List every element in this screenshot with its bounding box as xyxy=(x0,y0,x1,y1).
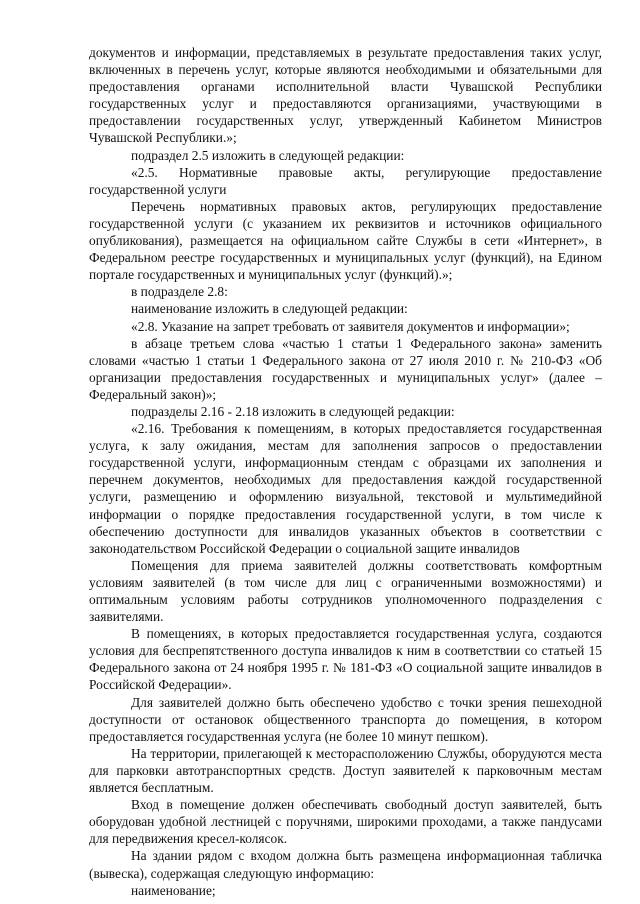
paragraph-info-plate: На здании рядом с входом должна быть размещена информационная табличка (вывеска), содержащая следующую информацию: xyxy=(89,848,602,881)
paragraph-name-item: наименование; xyxy=(131,882,216,898)
paragraph-title-edit: наименование изложить в следующей редакции: xyxy=(131,301,408,317)
paragraph-heading-2-5: «2.5. Нормативные правовые акты, регулирующие предоставление государственной услуги xyxy=(89,164,602,197)
paragraph-continuation: документов и информации, представляемых в результате предоставления таких услуг, включенных в перечень услуг, которые являются необходимыми и обязательными для предоставления органами исполнительной власти Чувашской Республики государственных услуг и предоставляются организациями, участвующими в предоставлении государственных услуг, утвержденный Кабинетом Министров Чувашской Республики.»; xyxy=(89,45,602,146)
paragraph-disabled-access: В помещениях, в которых предоставляется государственная услуга, создаются условия для беспрепятственного доступа инвалидов к ним в соответствии со статьей 15 Федерального закона от 24 ноября 1995 г. № 181-ФЗ «О социальной защите инвалидов в Российской Федерации». xyxy=(89,626,602,693)
paragraph-subsections-2-16-2-18: подразделы 2.16 - 2.18 изложить в следующей редакции: xyxy=(131,403,455,419)
paragraph-entrance: Вход в помещение должен обеспечивать свободный доступ заявителей, быть оборудован удобной лестницей с поручнями, широкими проходами, а также пандусами для передвижения кресел-колясок. xyxy=(89,797,602,847)
paragraph-parking: На территории, прилегающей к месторасположению Службы, оборудуются места для парковки автотранспортных средств. Доступ заявителей к парковочным местам является бесплатным. xyxy=(89,745,602,796)
paragraph-amend-2-5: подраздел 2.5 изложить в следующей редакции: xyxy=(131,147,405,163)
paragraph-third-abzac: в абзаце третьем слова «частью 1 статьи 1 Федерального закона» заменить словами «частью 1 статьи 1 Федерального закона от 27 июля 2010 г. № 210-ФЗ «Об организации предоставления государственных и муниципальных услуг» (далее – Федеральный закон)»; xyxy=(89,335,602,402)
paragraph-normative-acts: Перечень нормативных правовых актов, регулирующих предоставление государственной услуги (с указанием их реквизитов и источников официального опубликования), размещается на официальном сайте Службы в сети «Интернет», в Федеральном реестре государственных и муниципальных услуг (функций), на Едином портале государственных и муниципальных услуг (функций).»; xyxy=(89,198,602,283)
paragraph-subsection-2-8: в подразделе 2.8: xyxy=(131,284,228,300)
paragraph-reception-premises: Помещения для приема заявителей должны соответствовать комфортным условиям заявителей (в том числе для лиц с ограниченными возможностями) и оптимальным условиям работы сотрудников уполномоченного подразделения с заявителями. xyxy=(89,557,602,625)
paragraph-pedestrian-access: Для заявителей должно быть обеспечено удобство с точки зрения пешеходной доступности от остановок общественного транспорта до помещения, в котором предоставляется государственная услуга (не более 10 минут пешком). xyxy=(89,694,602,744)
paragraph-heading-2-16: «2.16. Требования к помещениям, в которых предоставляется государственная услуга, к залу ожидания, местам для заполнения запросов о предоставлении государственной услуги, информационным стендам с образцами их заполнения и перечнем документов, необходимых для предоставления каждой государственной услуги, размещению и оформлению визуальной, текстовой и мультимедийной информации о порядке предоставления государственной услуги, в том числе к обеспечению доступности для инвалидов указанных объектов в соответствии с законодательством Российской Федерации о социальной защите инвалидов xyxy=(89,421,602,556)
document-page xyxy=(89,44,602,899)
paragraph-heading-2-8: «2.8. Указание на запрет требовать от заявителя документов и информации»; xyxy=(131,318,570,334)
